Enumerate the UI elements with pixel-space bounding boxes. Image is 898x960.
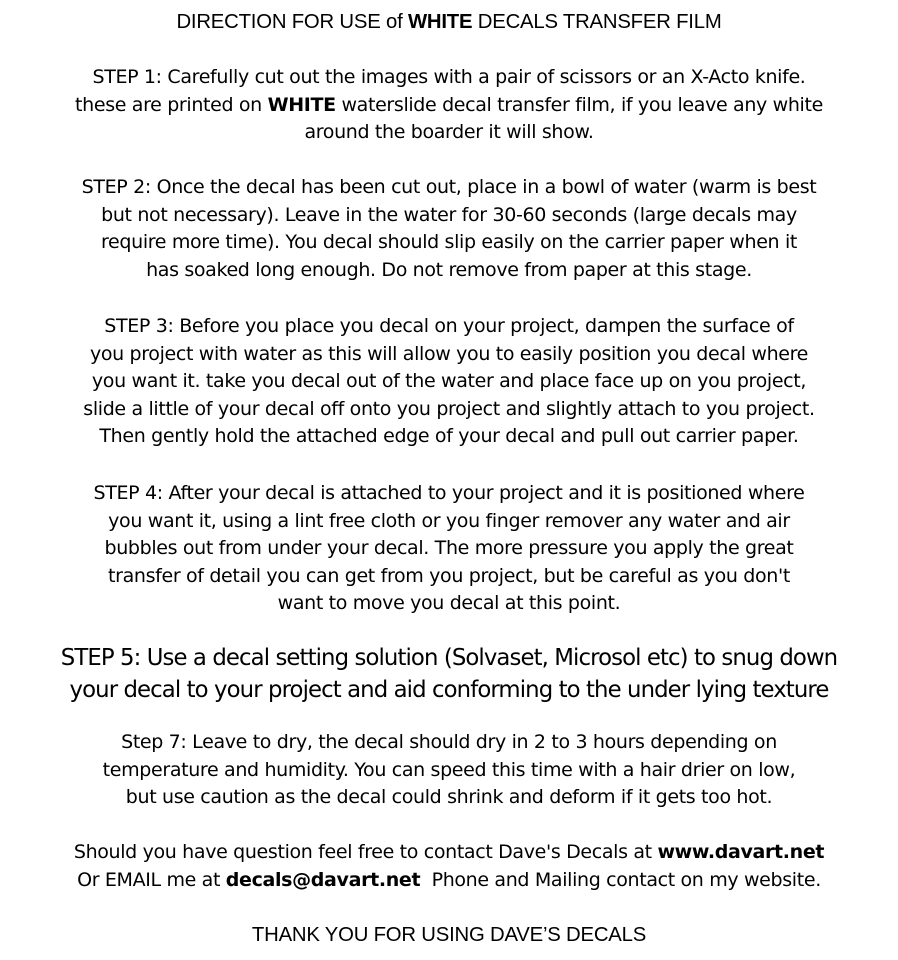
step-1-line2-suffix: waterslide decal transfer film, if you leave any white — [335, 93, 823, 116]
step-1-line — [0, 92, 898, 120]
step-2-line: but not necessary). Leave in the water for 30-60 seconds (large decals may — [101, 203, 797, 226]
step-7-line: Step 7: Leave to dry, the decal should dry in 2 to 3 hours depending on — [121, 731, 777, 753]
step-5-line: your decal to your project and aid conforming to the under lying texture — [69, 677, 829, 703]
title-bold-word: WHITE — [407, 11, 473, 33]
title-prefix: DIRECTION FOR USE of — [176, 11, 408, 33]
title-suffix: DECALS TRANSFER FILM — [472, 11, 722, 33]
thank-you-footer: THANK YOU FOR USING DAVE’S DECALS — [251, 924, 647, 946]
step-1-paragraph — [0, 64, 898, 147]
step-4-line: want to move you decal at this point. — [277, 592, 621, 615]
step-4-line: transfer of detail you can get from you project, but be careful as you don't — [108, 564, 790, 587]
contact-paragraph — [0, 839, 898, 894]
step-1-line2-prefix: these are printed on — [75, 93, 268, 116]
step-1-bold-word: WHITE — [267, 93, 336, 116]
contact-line — [0, 839, 898, 867]
step-4-line: you want it, using a lint free cloth or you finger remover any water and air — [108, 509, 790, 532]
step-2-line: has soaked long enough. Do not remove from paper at this stage. — [146, 258, 752, 281]
step-1-line: around the boarder it will show. — [304, 121, 594, 144]
step-4-paragraph — [0, 480, 898, 618]
step-2-paragraph — [0, 174, 898, 284]
step-7-line: temperature and humidity. You can speed this time with a hair drier on low, — [102, 758, 796, 781]
step-5-line: STEP 5: Use a decal setting solution (Solvaset, Microsol etc) to snug down — [60, 645, 838, 671]
step-7-line: but use caution as the decal could shrink and deform if it gets too hot. — [125, 786, 773, 809]
website-link[interactable]: www.davart.net — [657, 841, 825, 863]
step-4-line: bubbles out from under your decal. The more pressure you apply the great — [104, 537, 794, 560]
step-5-paragraph — [0, 642, 898, 706]
email-link[interactable]: decals@davart.net — [225, 868, 421, 891]
step-4-line: STEP 4: After your decal is attached to your project and it is positioned where — [93, 482, 805, 504]
step-3-line: slide a little of your decal off onto you project and slightly attach to you project. — [83, 397, 815, 420]
step-3-line: you project with water as this will allow you to easily position you decal where — [89, 342, 809, 365]
step-3-line: STEP 3: Before you place you decal on your project, dampen the surface of — [104, 315, 794, 337]
step-3-line: you want it. take you decal out of the water and place face up on you project, — [91, 370, 807, 393]
step-3-line: Then gently hold the attached edge of your decal and pull out carrier paper. — [99, 425, 799, 448]
contact-line2-suffix: Phone and Mailing contact on my website. — [420, 868, 821, 891]
step-1-line: STEP 1: Carefully cut out the images with a pair of scissors or an X-Acto knife. — [92, 66, 806, 88]
step-2-line: require more time). You decal should slip easily on the carrier paper when it — [101, 231, 797, 254]
page-title — [0, 9, 898, 35]
contact-line2-prefix: Or EMAIL me at — [77, 868, 226, 891]
contact-line1-text: Should you have question feel free to contact Dave's Decals at — [73, 841, 658, 863]
step-7-paragraph — [0, 729, 898, 812]
contact-line — [0, 867, 898, 895]
step-3-paragraph — [0, 313, 898, 451]
step-2-line: STEP 2: Once the decal has been cut out, place in a bowl of water (warm is best — [81, 176, 817, 198]
